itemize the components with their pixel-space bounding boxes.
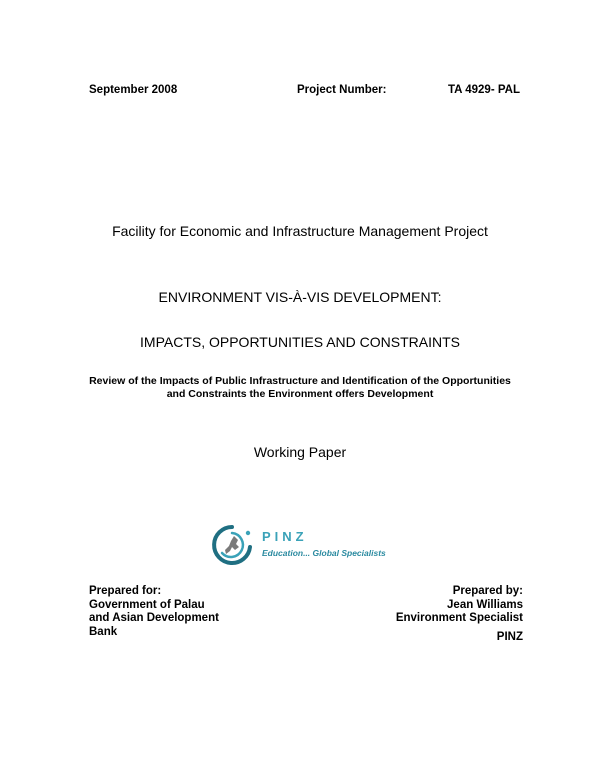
new-zealand-swirl-logo-icon — [210, 523, 254, 567]
project-number: TA 4929- PAL — [448, 84, 520, 96]
paper-type: Working Paper — [253, 444, 347, 460]
author-role: Environment Specialist — [395, 612, 523, 624]
pinz-logo — [210, 523, 410, 567]
author-organization: PINZ — [496, 630, 523, 643]
prepared-for-line: Bank — [89, 625, 118, 638]
review-line1: Review of the Impacts of Public Infrastructure and Identification of the Opportunities — [89, 375, 511, 387]
project-title: Facility for Economic and Infrastructure Management Project — [112, 223, 488, 239]
prepared-for-line: and Asian Development — [89, 612, 219, 624]
document-title-line2: IMPACTS, OPPORTUNITIES AND CONSTRAINTS — [140, 334, 460, 350]
author-name: Jean Williams — [447, 598, 523, 611]
logo-tagline: Education... Global Specialists — [262, 548, 386, 558]
prepared-by-label: Prepared by: — [452, 585, 523, 597]
prepared-by-block — [330, 585, 523, 644]
prepared-for-line: Government of Palau — [89, 598, 205, 611]
project-number-label: Project Number: — [297, 84, 387, 96]
prepared-for-block — [89, 585, 289, 639]
document-title-line1: ENVIRONMENT VIS-À-VIS DEVELOPMENT: — [158, 289, 442, 305]
report-date: September 2008 — [89, 84, 178, 96]
logo-name: PINZ — [262, 529, 308, 544]
prepared-for-label: Prepared for: — [89, 585, 162, 597]
review-description — [60, 375, 540, 401]
review-line2: and Constraints the Environment offers Development — [166, 388, 434, 400]
